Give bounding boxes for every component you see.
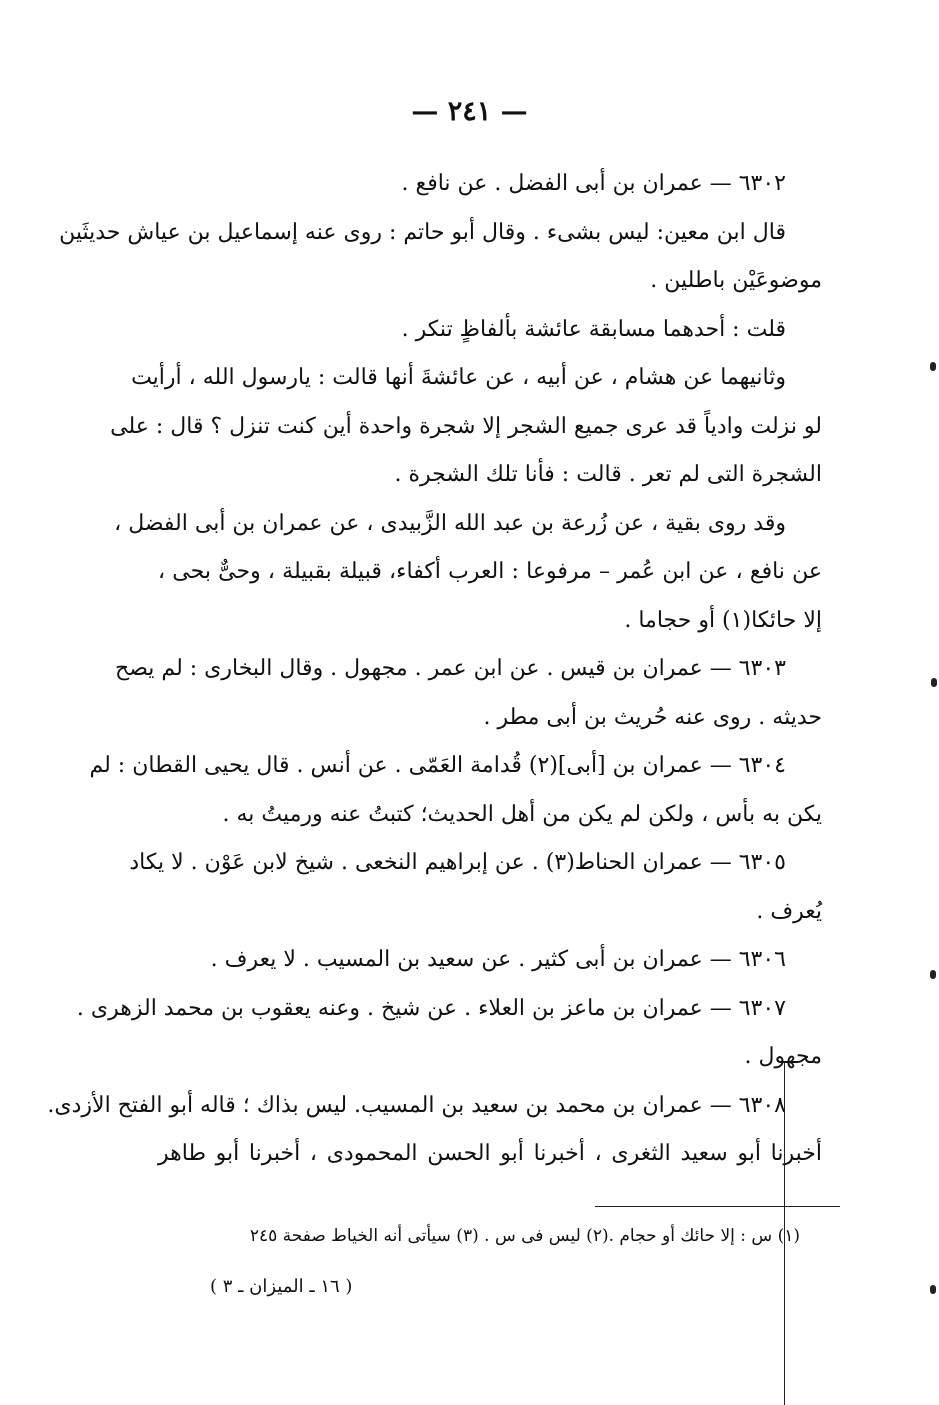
text-line: مجهول . <box>744 1044 822 1069</box>
text-line: وثانيهما عن هشام ، عن أبيه ، عن عائشةَ أنها قالت : يارسول الله ، أرأيت <box>131 365 786 390</box>
entry-6304-heading: ٦٣٠٤ — عمران بن [أبى](٢) قُدامة العَمّى . عن أنس . قال يحيى القطان : لم <box>89 753 786 778</box>
text-line: يُعرف . <box>756 898 822 924</box>
text-line: موضوعَيْن باطلين . <box>650 268 822 293</box>
scan-mark <box>930 970 936 979</box>
entry-6307-heading: ٦٣٠٧ — عمران بن ماعز بن العلاء . عن شيخ . وعنه يعقوب بن محمد الزهرى . <box>76 995 786 1021</box>
text-line: الشجرة التى لم تعر . قالت : فأنا تلك الشجرة . <box>394 462 822 487</box>
footnote-divider <box>595 1206 840 1207</box>
text-line: لو نزلت وادياً قد عرى جميع الشجر إلا شجرة واحدة أين كنت تنزل ؟ قال : على <box>110 413 822 439</box>
text-line: وقد روى بقية ، عن زُرعة بن عبد الله الزَّبيدى ، عن عمران بن أبى الفضل ، <box>114 510 786 536</box>
text-line: أخبرنا أبو سعيد الثغرى ، أخبرنا أبو الحسن المحمودى ، أخبرنا أبو طاهر <box>158 1141 822 1166</box>
scan-mark <box>931 678 937 687</box>
entry-6308-heading: ٦٣٠٨ — عمران بن محمد بن سعيد بن المسيب. ليس بذاك ؛ قاله أبو الفتح الأزدى. <box>47 1092 786 1118</box>
footnotes: (١) س : إلا حائك أو حجام .(٢) ليس فى س . (٣) سيأتى أنه الخياط صفحة ٢٤٥ <box>249 1226 800 1246</box>
text-line: قلت : أحدهما مسابقة عائشة بألفاظٍ تنكر . <box>401 316 786 342</box>
page-number-header: — ٢٤١ — <box>411 96 528 127</box>
text-line: إلا حائكا(١) أو حجاما . <box>624 607 822 633</box>
entry-6303-heading: ٦٣٠٣ — عمران بن قيس . عن ابن عمر . مجهول . وقال البخارى : لم يصح <box>115 656 786 681</box>
entry-6306-heading: ٦٣٠٦ — عمران بن أبى كثير . عن سعيد بن المسيب . لا يعرف . <box>210 947 786 972</box>
entry-6302-heading: ٦٣٠٢ — عمران بن أبى الفضل . عن نافع . <box>401 171 786 196</box>
text-line: حديثه . روى عنه حُريث بن أبى مطر . <box>483 704 822 730</box>
text-line: عن نافع ، عن ابن عُمر – مرفوعا : العرب أكفاء، قبيلة بقبيلة ، وحىٌّ بحى ، <box>158 559 822 584</box>
main-text <box>47 160 822 1179</box>
signature-mark: ( ١٦ ـ الميزان ـ ٣ ) <box>210 1276 353 1297</box>
scan-mark <box>930 362 936 371</box>
text-line: قال ابن معين: ليس بشىء . وقال أبو حاتم : روى عنه إسماعيل بن عياش حديثَين <box>59 219 786 245</box>
scan-mark <box>930 1285 936 1294</box>
entry-6305-heading: ٦٣٠٥ — عمران الحناط(٣) . عن إبراهيم النخعى . شيخ لابن عَوْن . لا يكاد <box>129 850 786 875</box>
text-line: يكن به بأس ، ولكن لم يكن من أهل الحديث؛ كتبتُ عنه ورميتُ به . <box>222 801 822 827</box>
